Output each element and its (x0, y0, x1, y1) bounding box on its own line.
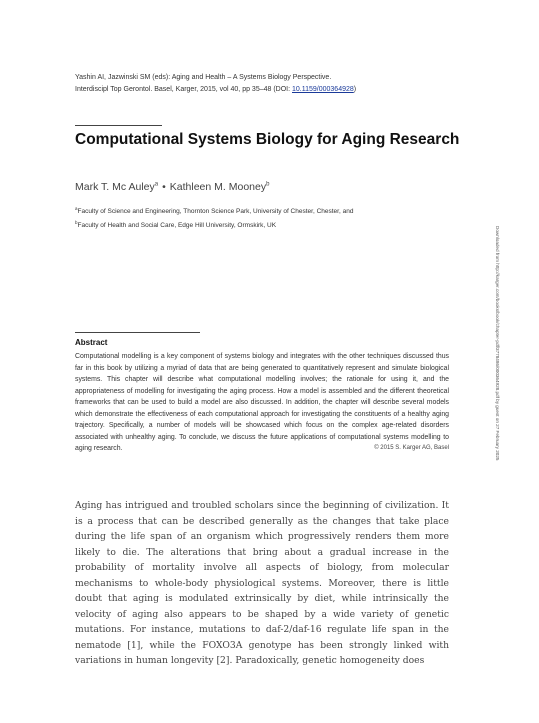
affiliation-line (75, 217, 353, 231)
affiliation-mark: b (75, 220, 78, 226)
author-name: Kathleen M. Mooney (169, 181, 267, 193)
author-affiliation-mark: a (154, 181, 159, 188)
abstract-rule (75, 332, 200, 333)
author-line (75, 181, 269, 193)
citation-block (75, 72, 356, 95)
citation-line-2-suffix: ) (353, 85, 357, 93)
abstract-body: Computational modelling is a key component of systems biology and integrates with the other techniques discussed thus far in this book by utilizing a myriad of data that are being generated to quantitatively represent and simulate biological systems. This chapter will describe what computational modelling involves; the rationale for using it, and the appropriateness of modelling for investigating the aging process. How a model is assembled and the different theoretical frameworks that can be used to build a model are also discussed. In addition, the chapter will describe several models which demonstrate the effectiveness of each computational approach for investigating the constituents of a healthy aging trajectory. Specifically, a number of models will be showcased which focus on the complex age-related disorders associated with unhealthy aging. To conclude, we discuss the future applications of computational systems modelling to aging research. (75, 353, 449, 452)
copyright-notice: © 2015 S. Karger AG, Basel (374, 445, 449, 451)
citation-line-2 (75, 84, 356, 96)
abstract-heading: Abstract (75, 338, 108, 347)
affiliation-line (75, 203, 353, 217)
chapter-title: Computational Systems Biology for Aging Research (75, 131, 460, 148)
download-note: Downloaded from http://karger.com/books/book/chapter-pdf/3778486/000364928.pdf by guest on 27 February 2025 (495, 226, 500, 461)
abstract-text (75, 351, 449, 455)
title-rule (75, 125, 162, 126)
affiliation-mark: a (75, 206, 78, 211)
citation-line-1: Yashin AI, Jazwinski SM (eds): Aging and Health – A Systems Biology Perspective. (75, 74, 332, 81)
author-name: Mark T. Mc Auley (75, 181, 155, 193)
doi-link[interactable]: 10.1159/000364928 (292, 85, 354, 93)
citation-line-2-prefix: Interdiscipl Top Gerontol. Basel, Karger, 2015, vol 40, pp 35–48 (DOI: (75, 85, 292, 93)
affiliations (75, 203, 353, 231)
affiliation-text: Faculty of Health and Social Care, Edge Hill University, Ormskirk, UK (77, 222, 277, 230)
author-separator: • (162, 181, 166, 193)
affiliation-text: Faculty of Science and Engineering, Thornton Science Park, University of Chester, Chester, and (77, 208, 354, 216)
download-watermark (496, 226, 504, 666)
body-paragraph: Aging has intrigued and troubled scholars since the beginning of civilization. It is a process that can be described generally as the changes that take place during the life span of an organism which progressively renders them more likely to die. The alterations that bring about a gradual increase in the probability of mortality involve all aspects of biology, from molecular mechanisms to whole-body physiological systems. Moreover, there is little doubt that aging is modulated extrinsically by diet, while intrinsically the velocity of aging also appears to be shaped by a wide variety of genetic mutations. For instance, mutations to daf-2/daf-16 regulate life span in the nematode [1], while the FOXO3A genotype has been strongly linked with variations in human longevity [2]. Paradoxically, genetic homogeneity does (75, 500, 449, 666)
author-affiliation-mark: b (266, 181, 270, 188)
